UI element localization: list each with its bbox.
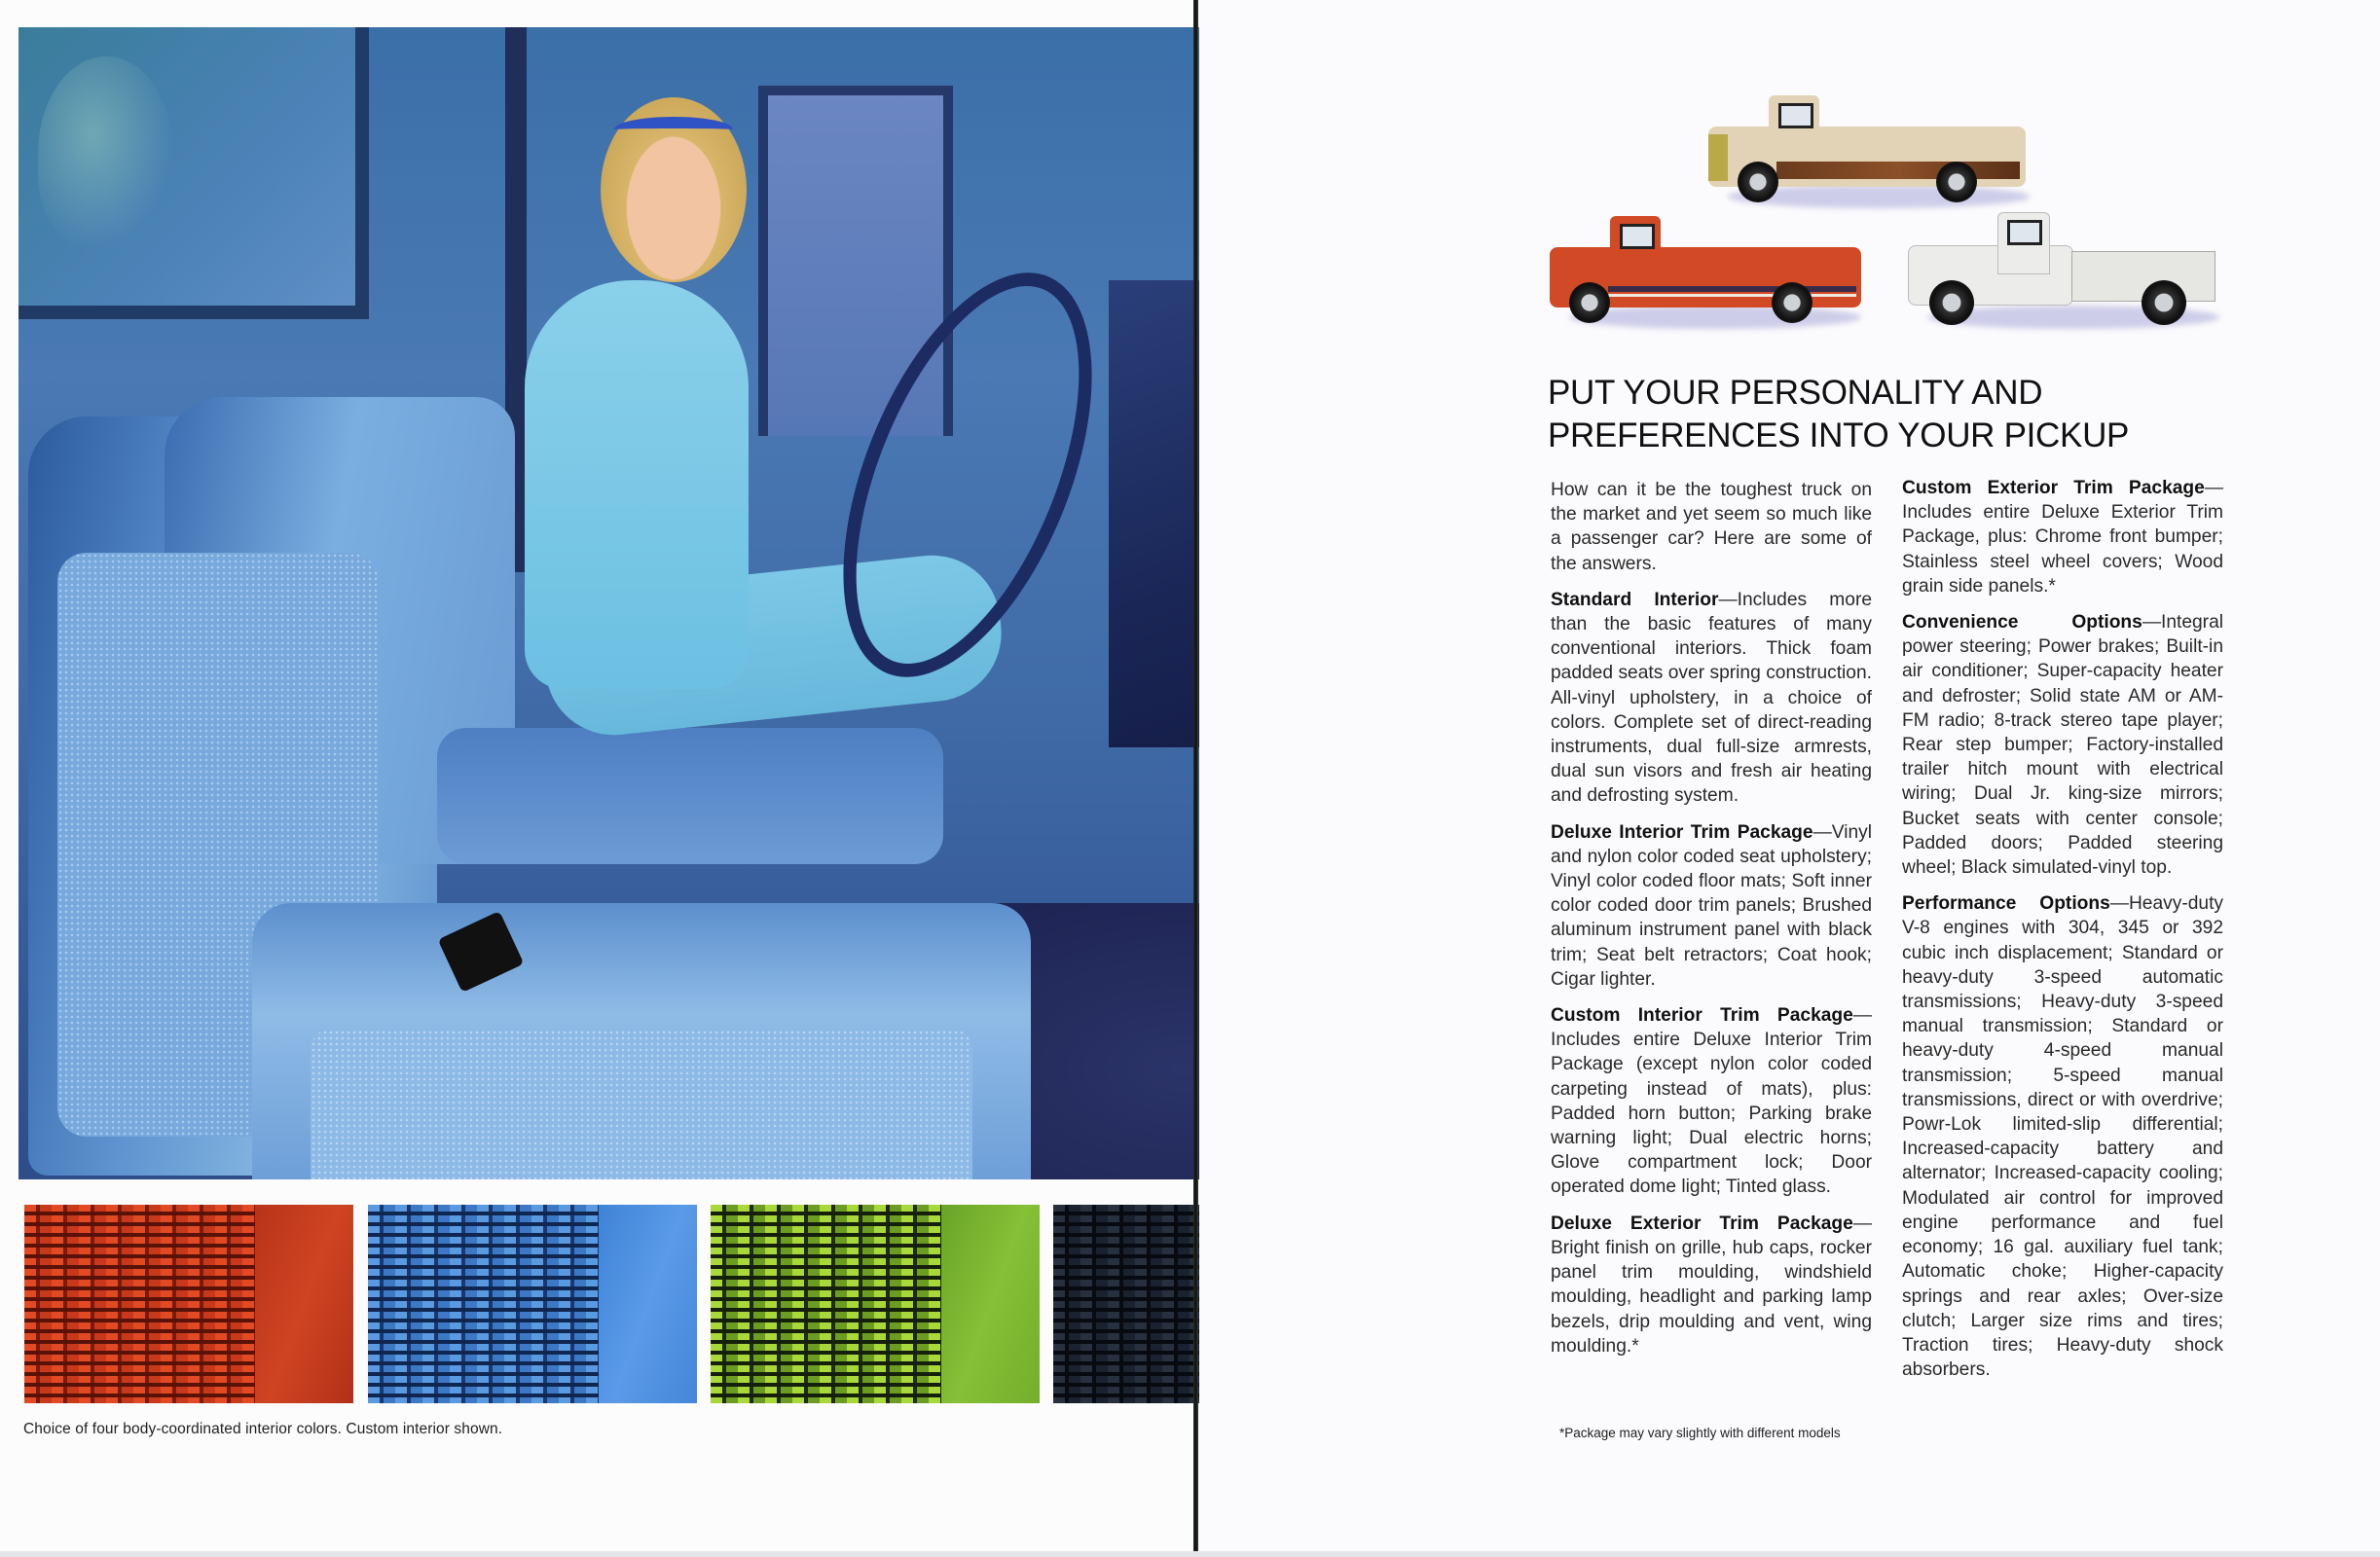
section-title: Performance Options bbox=[1902, 893, 2110, 915]
section-performance-options bbox=[1902, 891, 2223, 1382]
woman-torso bbox=[525, 280, 749, 689]
section-deluxe-exterior bbox=[1551, 1212, 1872, 1358]
headline-line-2: PREFERENCES INTO YOUR PICKUP bbox=[1548, 416, 2130, 454]
body-stripe bbox=[1608, 286, 1856, 292]
truck-tire-front bbox=[1569, 282, 1610, 323]
page-spine bbox=[1193, 0, 1198, 1557]
section-body: Bright finish on grille, hub caps, rocker panel trim moulding, windshield moulding, headlight and parking lamp bezels, drip moulding and vent, wing moulding.* bbox=[1551, 1237, 1872, 1357]
section-body: Integral power steering; Power brakes; Built-in air conditioner; Super-capacity heater and defroster; Solid state AM or AM-FM radio; 8-track stereo tape player; Rear step bumper; Factory-installed trailer hitch mount with electrical wiring; Dual Jr. king-size mirrors; Bucket seats with center console; Padded doors; Padded steering wheel; Black simulated-vinyl top. bbox=[1902, 612, 2223, 879]
woodgrain-panel bbox=[1776, 162, 2020, 179]
headband bbox=[614, 117, 733, 142]
truck-tire-front bbox=[1738, 162, 1778, 202]
truck-window bbox=[2007, 220, 2042, 245]
section-standard-interior bbox=[1551, 588, 1872, 809]
truck-window bbox=[1778, 103, 1813, 128]
truck-shadow bbox=[1569, 306, 1861, 329]
em-dash: — bbox=[1852, 1213, 1872, 1234]
color-swatches bbox=[24, 1205, 1377, 1403]
swatch-red bbox=[24, 1205, 353, 1403]
swatch-leather bbox=[941, 1205, 1040, 1403]
truck-window bbox=[1620, 224, 1655, 249]
truck-white-stepside bbox=[1908, 212, 2224, 327]
section-body: Includes more than the basic features of many conventional interiors. Thick foam padded seats over spring construction. All-vinyl upholstery, in a choice of colors. Complete set of direct-reading instruments, dual full-size armrests, dual sun visors and fresh air heating and defrosting system. bbox=[1551, 589, 1873, 807]
seat-armrest bbox=[437, 728, 943, 864]
truck-tire-rear bbox=[1772, 282, 1812, 323]
em-dash: — bbox=[1718, 589, 1738, 610]
section-title: Convenience Options bbox=[1902, 612, 2142, 634]
truck-tire-front bbox=[1929, 280, 1974, 325]
section-title: Deluxe Exterior Trim Package bbox=[1551, 1213, 1853, 1234]
text-column-2 bbox=[1902, 476, 2223, 1394]
swatch-weave bbox=[24, 1205, 255, 1403]
text-column-1 bbox=[1551, 478, 1872, 1370]
swatch-weave bbox=[711, 1205, 941, 1403]
truck-tire-rear bbox=[2142, 280, 2186, 325]
swatch-green bbox=[711, 1205, 1040, 1403]
swatch-leather bbox=[255, 1205, 353, 1403]
swatch-leather bbox=[599, 1205, 697, 1403]
section-body: Includes entire Deluxe Interior Trim Package (except nylon color coded carpeting instead of mats), plus: Padded horn button; Parking brake warning light; Dual electric horns; Glove compartment lock; Door operated dome light; Tinted glass. bbox=[1551, 1030, 1872, 1198]
section-deluxe-interior bbox=[1551, 820, 1872, 992]
section-body: Includes entire Deluxe Exterior Trim Package, plus: Chrome front bumper; Stainless steel wheel covers; Wood grain side panels.* bbox=[1902, 502, 2223, 597]
truck-woodgrain bbox=[1708, 95, 2030, 207]
page-bottom-edge bbox=[0, 1551, 2380, 1557]
section-title: Deluxe Interior Trim Package bbox=[1551, 821, 1813, 843]
section-title: Standard Interior bbox=[1551, 589, 1719, 610]
section-custom-exterior bbox=[1902, 476, 2223, 598]
headline-line-1: PUT YOUR PERSONALITY AND bbox=[1548, 374, 2043, 412]
page-headline bbox=[1548, 372, 2129, 457]
truck-red bbox=[1550, 216, 1866, 328]
swatch-blue bbox=[368, 1205, 697, 1403]
em-dash: — bbox=[2142, 612, 2161, 634]
section-convenience-options bbox=[1902, 610, 2223, 880]
swatch-caption: Choice of four body-coordinated interior colors. Custom interior shown. bbox=[23, 1421, 503, 1437]
section-title: Custom Exterior Trim Package bbox=[1902, 478, 2205, 498]
section-body: Vinyl and nylon color coded seat upholstery; Vinyl color coded floor mats; Soft inner color coded door trim panels; Brushed aluminum instrument panel with black trim; Seat belt retractors; Coat hook; Cigar lighter. bbox=[1551, 821, 1872, 990]
em-dash: — bbox=[1812, 821, 1832, 843]
body-stripe bbox=[1608, 294, 1856, 297]
em-dash: — bbox=[2109, 893, 2129, 915]
seat-cushion-insert bbox=[311, 1030, 972, 1179]
intro-paragraph: How can it be the toughest truck on the market and yet seem so much like a passenger car? Here are some of the answers. bbox=[1551, 480, 1872, 574]
section-body: Heavy-duty V-8 engines with 304, 345 or 392 cubic inch displacement; Standard or heavy-duty 3-speed automatic transmissions; Heavy-duty 3-speed manual transmission; Standard or heavy-duty 4-speed manual transmission; 5-speed manual transmissions, direct or with overdrive; Powr-Lok limited-slip differential; Increased-capacity battery and alternator; Increased-capacity cooling; Modulated air control for improved engine performance and fuel economy; 16 gal. auxiliary fuel tank; Automatic choke; Higher-capacity springs and rear axles; Over-size clutch; Larger size rims and tires; Traction tires; Heavy-duty shock absorbers. bbox=[1902, 893, 2223, 1381]
interior-photo bbox=[18, 27, 1375, 1179]
footnote: *Package may vary slightly with different models bbox=[1559, 1426, 1841, 1440]
section-title: Custom Interior Trim Package bbox=[1551, 1005, 1853, 1027]
em-dash: — bbox=[2204, 478, 2223, 498]
truck-grille bbox=[1708, 134, 1728, 181]
em-dash: — bbox=[1852, 1005, 1872, 1027]
swatch-weave bbox=[368, 1205, 599, 1403]
section-custom-interior bbox=[1551, 1003, 1872, 1200]
truck-tire-rear bbox=[1936, 162, 1977, 202]
window-reflection bbox=[38, 56, 174, 251]
